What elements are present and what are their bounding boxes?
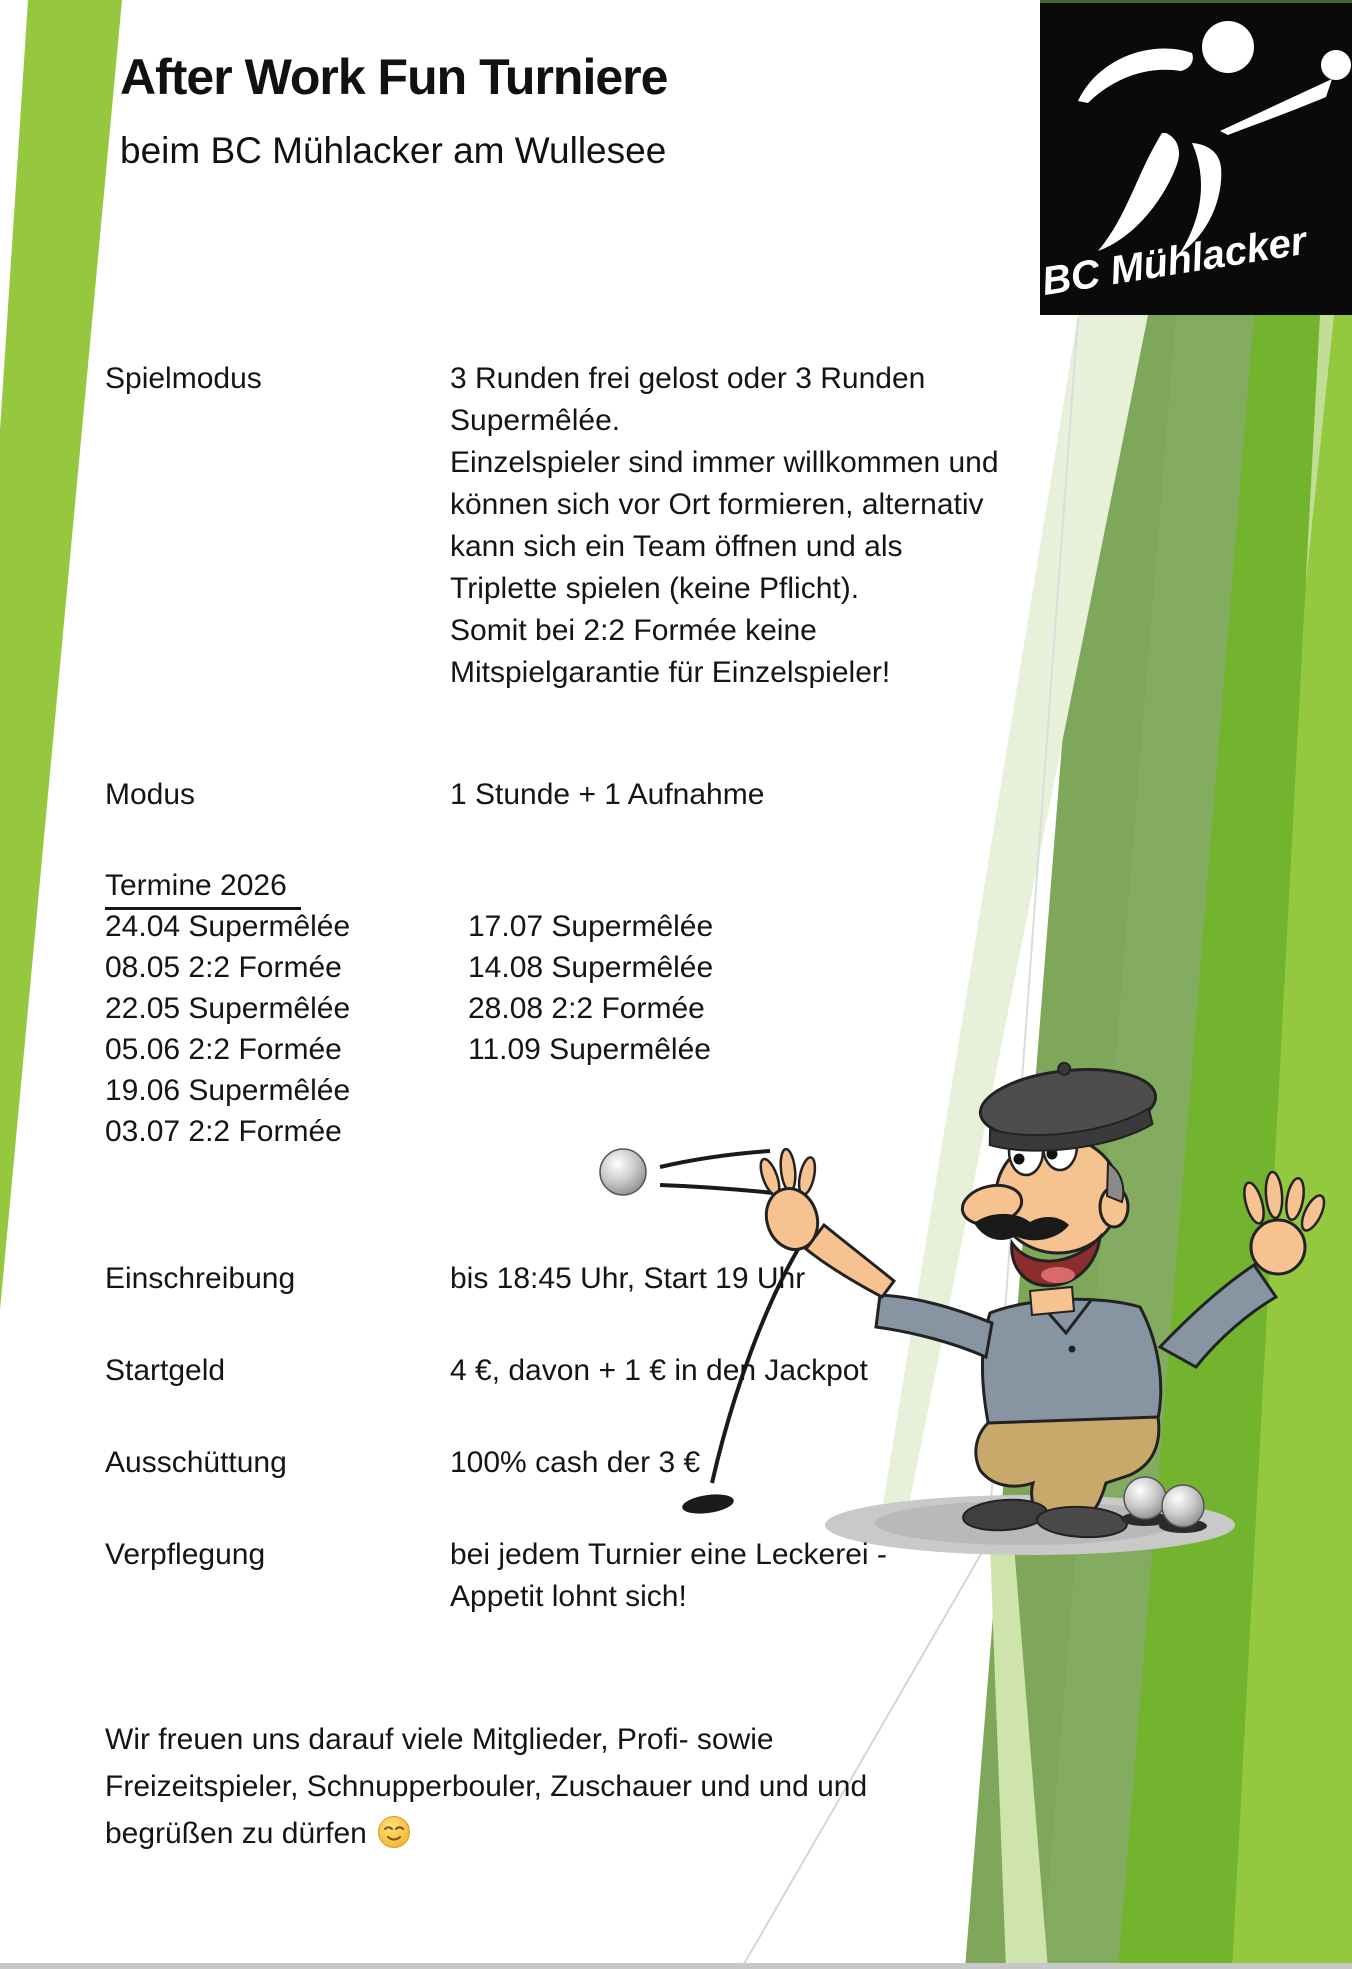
page-title: After Work Fun Turniere	[120, 49, 668, 105]
termine-item: 22.05 Supermêlée	[105, 992, 351, 1025]
bottom-edge-bar	[0, 1963, 1352, 1969]
row-value: 100% cash der 3 €	[450, 1446, 701, 1479]
row-value: bis 18:45 Uhr, Start 19 Uhr	[450, 1262, 806, 1295]
page-subtitle: beim BC Mühlacker am Wullesee	[120, 130, 667, 171]
termine-item: 11.09 Supermêlée	[468, 1033, 711, 1066]
row-label: Startgeld	[105, 1354, 226, 1387]
termine-item: 17.07 Supermêlée	[468, 910, 714, 943]
termine-item: 08.05 2:2 Formée	[105, 951, 342, 984]
club-logo-text: BC Mühlacker	[1038, 218, 1310, 305]
club-logo	[1040, 0, 1352, 315]
motion-line	[660, 1151, 770, 1167]
closing-last-line: begrüßen zu dürfen	[105, 1817, 367, 1850]
raised-hand	[1251, 1220, 1305, 1274]
sideburn	[1107, 1163, 1123, 1202]
beret	[976, 1054, 1160, 1158]
row-label: Ausschüttung	[105, 1446, 287, 1479]
row-value: 3 Runden frei gelost oder 3 Runden Supermêlée. Einzelspieler sind immer willkommen und können sich vor Ort formieren, alternativ kann sich ein Team öffnen und als Triplette spielen (keine Pflicht). Somit bei 2:2 Formée keine Mitspielgarantie für Einzelspieler!	[450, 362, 999, 689]
thrown-boule	[600, 1149, 646, 1195]
termine-item: 03.07 2:2 Formée	[105, 1115, 342, 1148]
motion-line	[660, 1185, 774, 1193]
row-label: Einschreibung	[105, 1262, 296, 1295]
row-label: Spielmodus	[105, 362, 262, 395]
relieved-face-emoji	[377, 1815, 411, 1849]
closing-paragraph: Wir freuen uns darauf viele Mitglieder, Profi- sowie Freizeitspieler, Schnupperbouler, Zuschauer und und und begrüßen zu dürfen	[105, 1723, 868, 1850]
left-green-wedge	[0, 0, 122, 1310]
termine-item: 05.06 2:2 Formée	[105, 1033, 342, 1066]
termine-item: 24.04 Supermêlée	[105, 910, 351, 943]
row-value: 1 Stunde + 1 Aufnahme	[450, 778, 765, 811]
row-value: bei jedem Turnier eine Leckerei - Appetit lohnt sich!	[450, 1538, 887, 1613]
termine-item: 14.08 Supermêlée	[468, 951, 714, 984]
ground-boule	[1162, 1485, 1204, 1527]
petanque-player-cartoon	[560, 1045, 1352, 1575]
raised-arm-sleeve	[1160, 1265, 1276, 1367]
termine-item: 19.06 Supermêlée	[105, 1074, 351, 1107]
termine-item: 28.08 2:2 Formée	[468, 992, 705, 1025]
row-value: 4 €, davon + 1 € in den Jackpot	[450, 1354, 868, 1387]
throwing-arm-sleeve	[876, 1295, 992, 1357]
ground-boule	[1124, 1477, 1166, 1519]
row-label: Verpflegung	[105, 1538, 266, 1571]
row-label: Modus	[105, 778, 196, 811]
termine-column-1	[105, 906, 350, 1152]
termine-heading: Termine 2026	[105, 866, 301, 910]
termine-column-2	[468, 906, 713, 1070]
